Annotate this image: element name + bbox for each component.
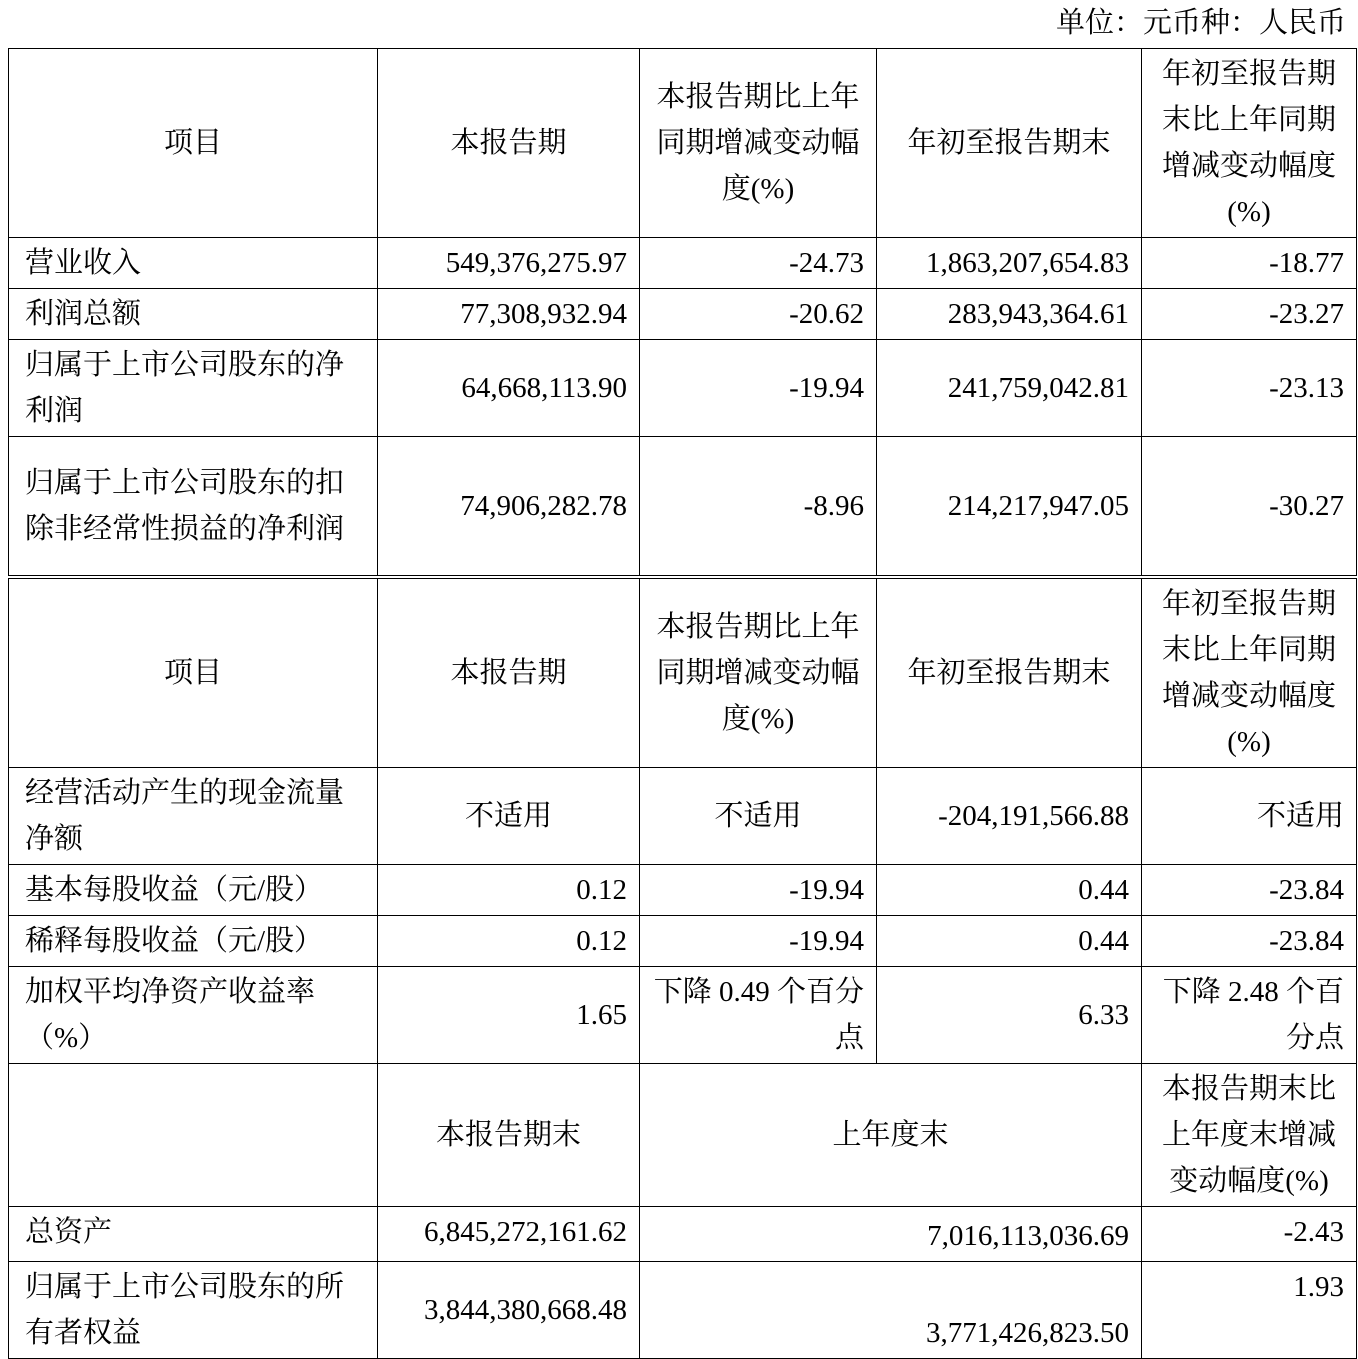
cell-ytd: 6.33 — [877, 966, 1142, 1063]
table-row — [9, 966, 1357, 1063]
header-current-period: 本报告期 — [378, 49, 640, 238]
cell-ytd-change: -23.27 — [1142, 289, 1357, 340]
table-row — [9, 1261, 1357, 1358]
header-ytd: 年初至报告期末 — [877, 577, 1142, 768]
header-item: 项目 — [9, 577, 378, 768]
table-row — [9, 340, 1357, 437]
row-label: 利润总额 — [9, 289, 378, 340]
cell-current-change: 下降 0.49 个百分点 — [640, 966, 877, 1063]
cell-last-year-end: 3,771,426,823.50 — [640, 1261, 1142, 1358]
cell-current-change: -19.94 — [640, 864, 877, 915]
cell-period-end: 6,845,272,161.62 — [378, 1206, 640, 1261]
cell-current-change: -8.96 — [640, 437, 877, 577]
row-label: 加权平均净资产收益率（%） — [9, 966, 378, 1063]
cell-current: 1.65 — [378, 966, 640, 1063]
header-ytd-change: 年初至报告期末比上年同期增减变动幅度(%) — [1142, 49, 1357, 238]
cell-current-change: -20.62 — [640, 289, 877, 340]
cell-current-change: -19.94 — [640, 340, 877, 437]
header-current-change: 本报告期比上年同期增减变动幅度(%) — [640, 577, 877, 768]
cell-ytd: 0.44 — [877, 915, 1142, 966]
row-label: 基本每股收益（元/股） — [9, 864, 378, 915]
cell-current: 不适用 — [378, 767, 640, 864]
table-header-row — [9, 577, 1357, 768]
table-row — [9, 238, 1357, 289]
table-header-row — [9, 1063, 1357, 1206]
header-item: 项目 — [9, 49, 378, 238]
row-label: 归属于上市公司股东的净利润 — [9, 340, 378, 437]
cell-period-end: 3,844,380,668.48 — [378, 1261, 640, 1358]
cell-ytd: 214,217,947.05 — [877, 437, 1142, 577]
row-label: 营业收入 — [9, 238, 378, 289]
cell-ytd: 1,863,207,654.83 — [877, 238, 1142, 289]
table-row — [9, 437, 1357, 577]
cell-current-change: 不适用 — [640, 767, 877, 864]
table-row — [9, 1206, 1357, 1261]
cell-ytd: -204,191,566.88 — [877, 767, 1142, 864]
cell-current: 74,906,282.78 — [378, 437, 640, 577]
table-header-row — [9, 49, 1357, 238]
cell-ytd-change: -23.84 — [1142, 864, 1357, 915]
cell-last-year-end: 7,016,113,036.69 — [640, 1206, 1142, 1261]
header-period-end-change: 本报告期末比上年度末增减变动幅度(%) — [1142, 1063, 1357, 1206]
cell-change: 1.93 — [1142, 1261, 1357, 1358]
cell-ytd: 241,759,042.81 — [877, 340, 1142, 437]
row-label: 归属于上市公司股东的扣除非经常性损益的净利润 — [9, 437, 378, 577]
header-ytd-change: 年初至报告期末比上年同期增减变动幅度(%) — [1142, 577, 1357, 768]
header-current-period: 本报告期 — [378, 577, 640, 768]
cell-ytd-change: -23.13 — [1142, 340, 1357, 437]
header-item — [9, 1063, 378, 1206]
header-current-change: 本报告期比上年同期增减变动幅度(%) — [640, 49, 877, 238]
cell-current: 64,668,113.90 — [378, 340, 640, 437]
cell-current: 77,308,932.94 — [378, 289, 640, 340]
cell-current: 549,376,275.97 — [378, 238, 640, 289]
cell-current: 0.12 — [378, 915, 640, 966]
cell-current-change: -19.94 — [640, 915, 877, 966]
table-row — [9, 767, 1357, 864]
unit-label: 单位：元币种：人民币 — [1055, 7, 1346, 39]
row-label: 归属于上市公司股东的所有者权益 — [9, 1261, 378, 1358]
table-row — [9, 864, 1357, 915]
cell-change: -2.43 — [1142, 1206, 1357, 1261]
cell-ytd-change: 不适用 — [1142, 767, 1357, 864]
row-label: 稀释每股收益（元/股） — [9, 915, 378, 966]
cell-ytd-change: -30.27 — [1142, 437, 1357, 577]
financial-data-table — [8, 48, 1357, 1359]
cell-ytd-change: -18.77 — [1142, 238, 1357, 289]
row-label: 总资产 — [9, 1206, 378, 1261]
cell-ytd: 0.44 — [877, 864, 1142, 915]
table-row — [9, 915, 1357, 966]
cell-ytd-change: -23.84 — [1142, 915, 1357, 966]
header-ytd: 年初至报告期末 — [877, 49, 1142, 238]
cell-current: 0.12 — [378, 864, 640, 915]
header-last-year-end: 上年度末 — [640, 1063, 1142, 1206]
cell-current-change: -24.73 — [640, 238, 877, 289]
header-period-end: 本报告期末 — [378, 1063, 640, 1206]
row-label: 经营活动产生的现金流量净额 — [9, 767, 378, 864]
cell-ytd: 283,943,364.61 — [877, 289, 1142, 340]
cell-ytd-change: 下降 2.48 个百分点 — [1142, 966, 1357, 1063]
table-row — [9, 289, 1357, 340]
